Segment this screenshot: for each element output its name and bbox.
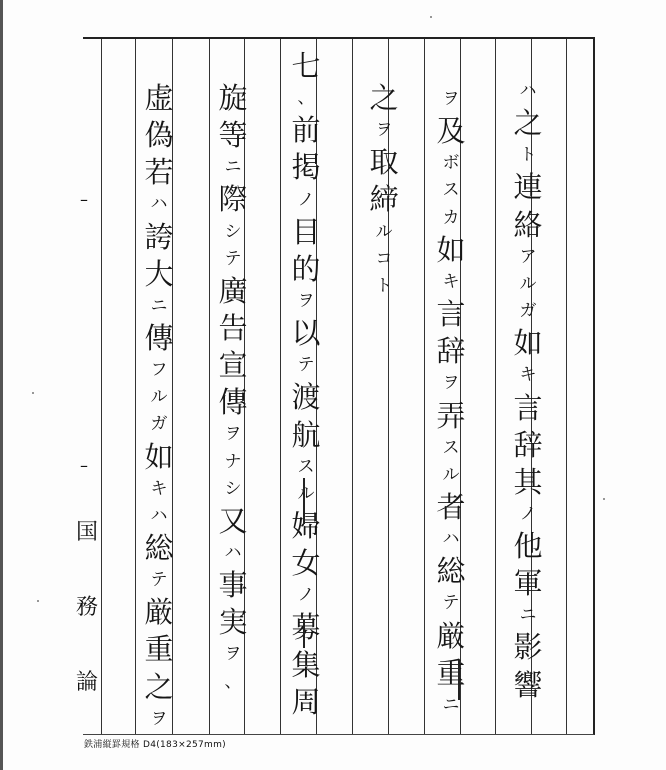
handwritten-char: 重 <box>436 655 466 690</box>
rule-line <box>135 39 136 734</box>
handwritten-char: 以 <box>291 316 321 351</box>
left-fragment-3: 論 <box>76 670 99 695</box>
text-column-4 <box>286 48 326 721</box>
rule-line <box>280 39 281 734</box>
pen-stroke <box>303 620 305 648</box>
handwritten-char: 傳 <box>218 385 248 420</box>
handwritten-char: 渡 <box>291 380 321 415</box>
handwritten-char: 偽 <box>144 118 174 153</box>
handwritten-char: 辞 <box>436 334 466 369</box>
handwritten-char: 総 <box>436 554 466 589</box>
handwritten-char: 取 <box>369 145 399 180</box>
handwritten-char: 告 <box>218 311 248 345</box>
handwritten-char: ト <box>519 145 537 166</box>
rule-line <box>566 39 567 734</box>
handwritten-char: 、 <box>297 88 315 109</box>
handwritten-char: ニ <box>519 605 537 626</box>
handwritten-char: ル <box>519 273 537 294</box>
handwritten-char: ヲ <box>224 644 242 665</box>
text-column-2 <box>431 86 471 719</box>
handwritten-char: 掲 <box>291 150 321 185</box>
rule-line <box>424 39 425 734</box>
handwritten-char: キ <box>150 478 168 499</box>
handwritten-char: 傳 <box>144 320 174 355</box>
scan-speck <box>37 600 39 602</box>
handwritten-char: ア <box>519 246 537 267</box>
handwritten-char: ル <box>375 221 393 242</box>
handwritten-char: テ <box>297 355 315 376</box>
handwritten-char: ハ <box>224 543 242 563</box>
handwritten-char: 絡 <box>513 207 543 242</box>
handwritten-char: ヲ <box>442 89 460 109</box>
rule-line <box>209 39 210 734</box>
handwritten-char: ハ <box>150 505 168 526</box>
handwritten-char: ヲ <box>375 120 393 141</box>
text-column-3 <box>364 80 404 300</box>
handwritten-char: 前 <box>291 113 321 148</box>
handwritten-char: ノ <box>519 503 537 524</box>
handwritten-char: ノ <box>297 189 315 210</box>
handwritten-char: 航 <box>291 417 321 452</box>
rule-line <box>101 39 102 734</box>
handwritten-char: 言 <box>436 297 466 332</box>
handwritten-char: テ <box>224 248 242 269</box>
handwritten-char: ハ <box>150 194 168 215</box>
handwritten-char: 、 <box>224 671 242 692</box>
handwritten-char: 際 <box>218 182 248 217</box>
handwritten-char: 辞 <box>513 427 543 462</box>
handwritten-char: 者 <box>436 490 466 525</box>
handwritten-char: キ <box>519 365 537 386</box>
handwritten-char: ニ <box>224 157 242 178</box>
handwritten-char: 旋 <box>218 81 248 115</box>
handwritten-char: 七 <box>291 49 321 83</box>
left-dash-2: – <box>80 456 88 475</box>
handwritten-char: ヲ <box>150 708 168 729</box>
handwritten-char: ノ <box>297 585 315 606</box>
handwritten-char: 目 <box>291 214 321 249</box>
handwritten-char: ハ <box>519 81 537 101</box>
handwritten-char: 又 <box>218 503 248 538</box>
pen-stroke <box>458 660 460 700</box>
rule-line <box>352 39 353 734</box>
handwritten-char: 厳 <box>144 595 174 630</box>
handwritten-char: 等 <box>218 118 248 153</box>
handwritten-char: 大 <box>144 256 174 291</box>
handwritten-char: 影 <box>513 630 543 665</box>
handwritten-char: 及 <box>436 114 466 149</box>
scan-speck <box>603 498 605 500</box>
handwritten-char: ヲ <box>442 373 460 394</box>
handwritten-char: テ <box>150 570 168 591</box>
handwritten-char: 事 <box>218 568 248 603</box>
handwritten-char: 軍 <box>513 566 543 601</box>
rule-line <box>495 39 496 734</box>
handwritten-char: 如 <box>144 439 174 474</box>
handwritten-char: 重 <box>144 632 174 667</box>
handwritten-char: ス <box>442 180 460 201</box>
handwritten-char: 如 <box>436 232 466 267</box>
handwritten-char: 之 <box>513 106 543 141</box>
handwritten-char: ス <box>297 456 315 477</box>
handwritten-char: 言 <box>513 390 543 425</box>
pen-stroke <box>303 478 305 524</box>
handwritten-char: 周 <box>291 684 321 719</box>
handwritten-char: シ <box>224 221 242 242</box>
handwritten-char: 厳 <box>436 618 466 653</box>
text-column-1 <box>508 78 548 704</box>
handwritten-char: ニ <box>150 295 168 316</box>
handwritten-char: フ <box>150 360 168 381</box>
handwritten-char: 募 <box>291 610 321 645</box>
handwritten-char: 若 <box>144 155 174 190</box>
text-column-6 <box>139 80 179 733</box>
handwritten-char: シ <box>224 478 242 499</box>
handwritten-char: 之 <box>144 669 174 704</box>
handwritten-char: 女 <box>291 546 321 581</box>
handwritten-char: ヲ <box>224 424 242 445</box>
handwritten-char: キ <box>442 271 460 292</box>
handwritten-char: 如 <box>513 326 543 361</box>
handwritten-char: 廣 <box>218 273 248 308</box>
paper-footer: 鉄浦縦罫規格 D4(183×257mm) <box>84 740 226 750</box>
handwritten-char: 宣 <box>218 348 248 383</box>
handwritten-char: 虚 <box>144 81 174 115</box>
handwritten-char: 集 <box>291 647 321 682</box>
handwritten-char: カ <box>442 207 460 228</box>
handwritten-char: 婦 <box>291 509 321 543</box>
text-column-5 <box>213 80 253 696</box>
handwritten-char: ガ <box>150 414 168 435</box>
handwritten-char: ナ <box>224 451 242 472</box>
handwritten-char: ニ <box>442 694 460 715</box>
scan-speck <box>430 16 432 18</box>
handwritten-char: 的 <box>291 251 321 286</box>
handwritten-char: ル <box>150 387 168 408</box>
handwritten-char: ガ <box>519 301 537 322</box>
left-dash-1: – <box>80 190 88 209</box>
handwritten-char: 締 <box>369 182 399 217</box>
handwritten-char: 総 <box>144 531 174 566</box>
handwritten-char: 誇 <box>144 219 174 254</box>
handwritten-char: 他 <box>513 529 543 564</box>
handwritten-char: ル <box>297 483 315 504</box>
handwritten-char: コ <box>375 248 393 269</box>
handwritten-char: ヲ <box>297 290 315 311</box>
handwritten-char: 弄 <box>436 398 466 433</box>
handwritten-char: ス <box>442 437 460 458</box>
handwritten-char: 実 <box>218 605 248 640</box>
handwritten-char: ハ <box>442 529 460 550</box>
handwritten-char: 之 <box>369 81 399 115</box>
left-fragment-1: 国 <box>76 520 99 545</box>
scan-speck <box>32 392 34 394</box>
handwritten-char: 響 <box>513 667 543 702</box>
handwritten-char: ト <box>375 275 393 296</box>
handwritten-char: 連 <box>513 170 543 205</box>
handwritten-char: 其 <box>513 464 543 499</box>
page-edge-shadow <box>0 0 3 770</box>
handwritten-char: ボ <box>442 153 460 174</box>
left-fragment-2: 務 <box>76 595 99 620</box>
handwritten-char: ル <box>442 464 460 485</box>
handwritten-char: テ <box>442 593 460 614</box>
